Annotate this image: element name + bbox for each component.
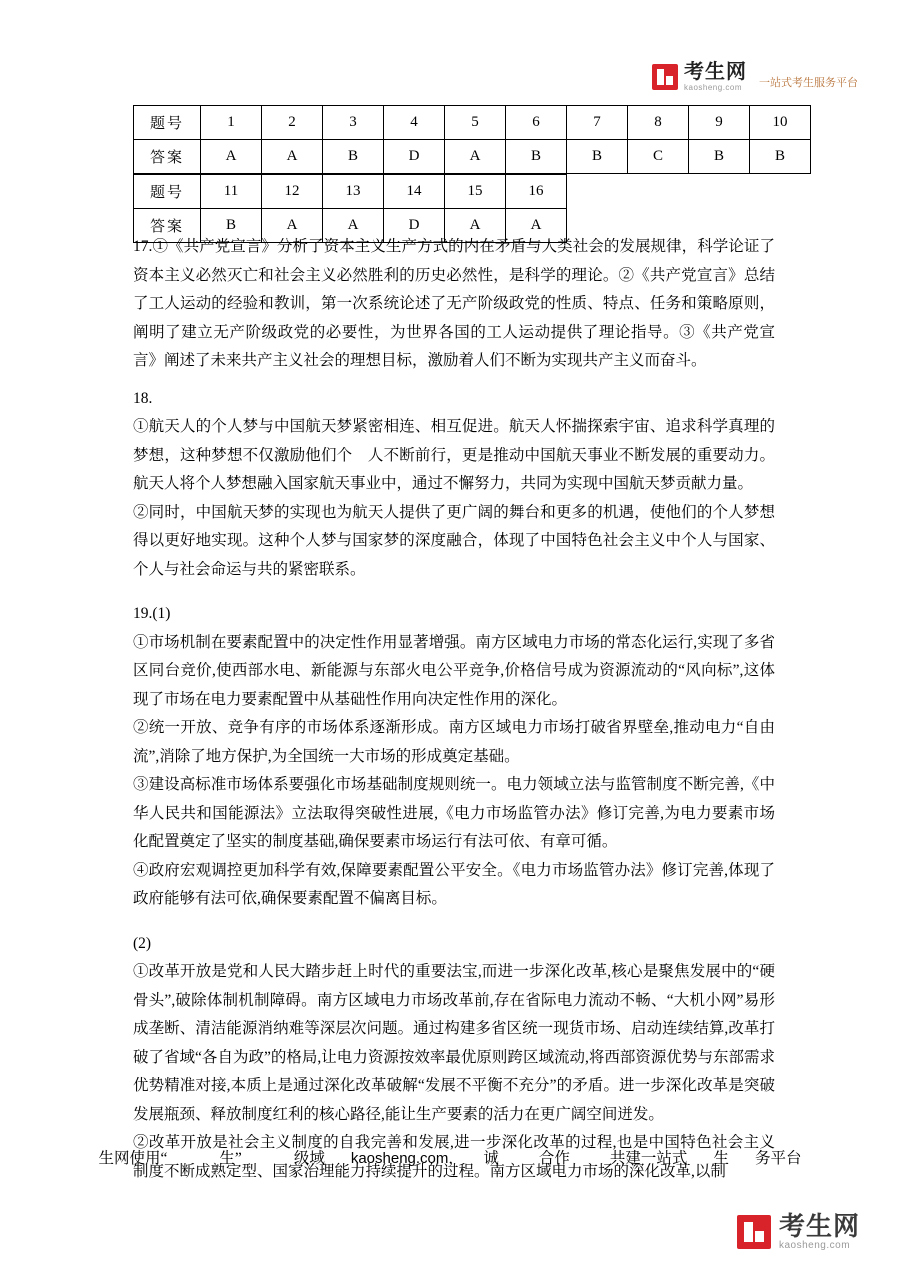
header-brand-text <box>684 62 747 92</box>
answer-19-2-paragraph-1: ①改革开放是党和人民大踏步赶上时代的重要法宝,而进一步深化改革,核心是聚焦发展中的“硬骨头”,破除体制机制障碍。南方区域电力市场改革前,存在省际电力流动不畅、“大机小网”易形成垄断、清洁能源消纳难等深层次问题。通过构建多省区统一现货市场、启动连续结算,改革打破了省域“各自为政”的格局,让电力资源按效率最优原则跨区域流动,将西部资源优势与东部需求优势精准对接,本质上是通过深化改革破解“发展不平衡不充分”的矛盾。进一步深化改革是突破发展瓶颈、释放制度红利的核心路径,能让生产要素的活力在更广阔空间迸发。 <box>133 963 775 1123</box>
footer-seg-1: 生网使用“ <box>98 1150 168 1167</box>
cell: B <box>750 140 811 174</box>
answer-19-1-paragraph-4: ④政府宏观调控更加科学有效,保障要素配置公平安全。《电力市场监管办法》修订完善,体现了政府能够有法可依,确保要素配置不偏离目标。 <box>133 861 775 907</box>
footer-seg-3: 级域 <box>293 1150 325 1167</box>
footer-brand-name: 考生网 <box>778 1211 860 1241</box>
answer-19-1-paragraph-1: ①市场机制在要素配置中的决定性作用显著增强。南方区域电力市场的常态化运行,实现了多省区同台竞价,使西部水电、新能源与东部火电公平竞争,价格信号成为资源流动的“风向标”,这体现了市场在电力要素配置中从基础性作用向决定性作用的深化。 <box>133 633 775 708</box>
header-brand-domain: kaosheng.com <box>684 83 743 92</box>
cell: A <box>262 209 323 243</box>
footer-brand-domain: kaosheng.com <box>778 1240 851 1251</box>
footer-seg-4: 诚 <box>483 1150 499 1167</box>
table-row <box>134 106 811 140</box>
cell: 12 <box>262 175 323 209</box>
spacer <box>133 914 775 930</box>
cell: 14 <box>384 175 445 209</box>
answer-18-paragraph-2: ②同时，中国航天梦的实现也为航天人提供了更广阔的舞台和更多的机遇，使他们的个人梦想得以更好地实现。这种个人梦与国家梦的深度融合，体现了中国特色社会主义中个人与国家、个人与社会命运与共的紧密联系。 <box>133 503 775 578</box>
footer-domain: kaosheng.com， <box>350 1150 464 1167</box>
cell: A <box>506 209 567 243</box>
header-brand-logo <box>652 62 858 92</box>
cell: 2 <box>262 106 323 140</box>
cell: C <box>628 140 689 174</box>
answer-19-1-label: 19.(1) <box>133 605 171 622</box>
row-label: 题号 <box>134 106 201 140</box>
table-row <box>134 140 811 174</box>
footer-seg-8: 务平台 <box>754 1150 802 1167</box>
kaosheng-logo-icon <box>737 1215 771 1249</box>
answer-table-1 <box>133 105 811 174</box>
answer-19-1-paragraph-3: ③建设高标准市场体系要强化市场基础制度规则统一。电力领域立法与监管制度不断完善,《中华人民共和国能源法》立法取得突破性进展,《电力市场监管办法》修订完善,为电力要素市场化配置奠定了坚实的制度基础,确保要素市场运行有法可依、有章可循。 <box>133 776 775 850</box>
footer-watermark-line <box>0 1146 900 1168</box>
cell: A <box>445 209 506 243</box>
footer-brand-logo <box>737 1213 860 1251</box>
cell: A <box>323 209 384 243</box>
answer-18-paragraph-1: ①航天人的个人梦与中国航天梦紧密相连、相互促进。航天人怀揣探索宇宙、追求科学真理的梦想，这种梦想不仅激励他们个 人不断前行，更是推动中国航天事业不断发展的重要动力。航天人将个人梦想融入国家航天事业中，通过不懈努力，共同为实现中国航天梦贡献力量。 <box>133 418 775 492</box>
cell: B <box>506 140 567 174</box>
cell: 7 <box>567 106 628 140</box>
cell: B <box>689 140 750 174</box>
cell: 1 <box>201 106 262 140</box>
cell: 15 <box>445 175 506 209</box>
answer-19-1-paragraph-2: ②统一开放、竞争有序的市场体系逐渐形成。南方区域电力市场打破省界壁垒,推动电力“自由流”,消除了地方保护,为全国统一大市场的形成奠定基础。 <box>133 719 775 765</box>
cell: D <box>384 209 445 243</box>
answer-19-2-label: (2) <box>133 934 152 952</box>
cell: D <box>384 140 445 174</box>
answer-18-label: 18. <box>133 389 153 407</box>
header-brand-slogan: 一站式考生服务平台 <box>759 77 858 89</box>
cell: B <box>567 140 628 174</box>
row-label: 答案 <box>134 140 201 174</box>
cell: A <box>445 140 506 174</box>
header-brand-name: 考生网 <box>684 61 747 83</box>
row-label: 答案 <box>134 209 201 243</box>
cell: 13 <box>323 175 384 209</box>
kaosheng-logo-icon <box>652 64 678 90</box>
footer-seg-6: 共建一站式 <box>609 1150 688 1167</box>
cell: 16 <box>506 175 567 209</box>
answer-19-2-paragraph-2: ②改革开放是社会主义制度的自我完善和发展,进一步深化改革的过程,也是中国特色社会主义制度不断成熟定型、国家治理能力持续提升的过程。南方区域电力市场的深化改革,以制 <box>133 1134 775 1180</box>
cell: 4 <box>384 106 445 140</box>
cell: 8 <box>628 106 689 140</box>
footer-seg-7: 生 <box>713 1150 729 1167</box>
cell: A <box>262 140 323 174</box>
cell: 9 <box>689 106 750 140</box>
cell: 3 <box>323 106 384 140</box>
cell: 11 <box>201 175 262 209</box>
cell: 5 <box>445 106 506 140</box>
spacer <box>133 376 775 385</box>
footer-seg-5: 合作 <box>538 1150 570 1167</box>
cell: 6 <box>506 106 567 140</box>
row-label: 题号 <box>134 175 201 209</box>
spacer <box>133 584 775 600</box>
footer-seg-2: 生” <box>219 1150 242 1167</box>
cell: 10 <box>750 106 811 140</box>
answer-body <box>133 233 775 1186</box>
cell: B <box>323 140 384 174</box>
cell: B <box>201 209 262 243</box>
footer-brand-text <box>779 1213 860 1251</box>
cell: A <box>201 140 262 174</box>
table-row <box>134 175 567 209</box>
answer-key-tables <box>133 105 788 243</box>
answer-17-paragraph: 17.①《共产党宣言》分析了资本主义生产方式的内在矛盾与人类社会的发展规律，科学论证了资本主义必然灭亡和社会主义必然胜利的历史必然性，是科学的理论。②《共产党宣言》总结了工人运动的经验和教训，第一次系统论述了无产阶级政党的性质、特点、任务和策略原则，阐明了建立无产阶级政党的必要性，为世界各国的工人运动提供了理论指导。③《共产党宣言》阐述了未来共产主义社会的理想目标，激励着人们不断为实现共产主义而奋斗。 <box>133 238 775 369</box>
